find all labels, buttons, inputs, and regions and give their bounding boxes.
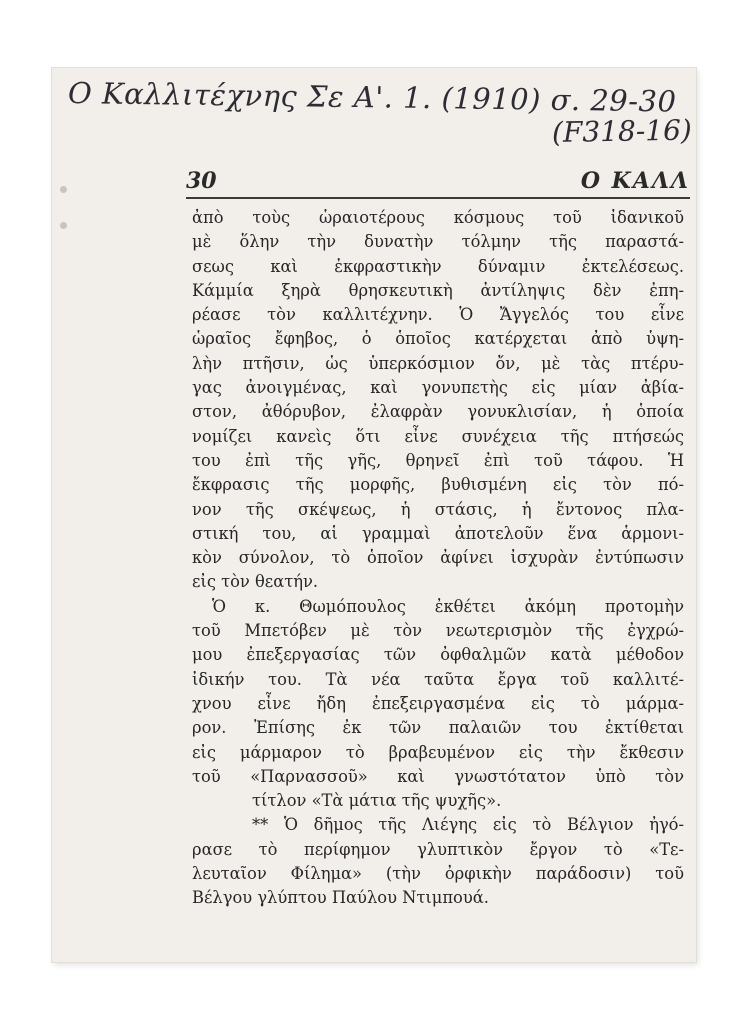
text-line: εἰς μάρμαρον τὸ βραβευμένον εἰς τὴν ἔκθεσιν — [192, 742, 684, 762]
page-header — [186, 168, 690, 192]
text-line: μου ἐπεξεργασίας τῶν ὀφθαλμῶν κατὰ μέθοδον — [192, 645, 684, 665]
page-number: 30 — [186, 168, 217, 194]
text-line: γας ἀνοιγμένας, καὶ γονυπετὴς εἰς μίαν ἀβία- — [192, 378, 684, 398]
text-line: ρον. Ἐπίσης ἐκ τῶν παλαιῶν του ἐκτίθεται — [192, 718, 684, 738]
text-line: Ὁ κ. Θωμόπουλος ἐκθέτει ἀκόμη προτομὴν — [212, 596, 684, 616]
article-body — [192, 206, 684, 911]
punch-hole — [60, 186, 67, 193]
text-line: ** Ὁ δῆμος τῆς Λιέγης εἰς τὸ Βέλγιον ἠγό- — [252, 815, 684, 835]
text-line: εἰς τὸν θεατήν. — [192, 572, 319, 592]
text-line: ρασε τὸ περίφημον γλυπτικὸν ἔργον τὸ «Τε- — [192, 839, 684, 859]
running-title: Ο ΚΑΛΛ — [580, 168, 690, 194]
text-line: Βέλγου γλύπτου Παύλου Ντιμπουά. — [192, 888, 489, 908]
text-line: του ἐπὶ τῆς γῆς, θρηνεῖ ἐπὶ τοῦ τάφου. Ἡ — [192, 450, 684, 470]
text-line: ρέασε τὸν καλλιτέχνην. Ὁ Ἄγγελός του εἶνε — [192, 305, 684, 325]
text-line: ἔκφρασις τῆς μορφῆς, βυθισμένη εἰς τὸν πό- — [192, 475, 684, 495]
text-line: νομίζει κανεὶς ὅτι εἶνε συνέχεια τῆς πτήσεώς — [192, 426, 684, 446]
text-line: στον, ἀθόρυβον, ἐλαφρὰν γονυκλισίαν, ἡ ὁποία — [192, 402, 684, 422]
text-line: Κάμμία ξηρὰ θρησκευτικὴ ἀντίληψις δὲν ἐπη- — [192, 280, 684, 300]
text-line: ὡραῖος ἔφηβος, ὁ ὁποῖος κατέρχεται ἀπὸ ὑψη- — [192, 329, 684, 349]
handwritten-reference-code: (F318-16) — [551, 113, 693, 149]
text-line: τοῦ «Παρνασσοῦ» καὶ γνωστότατον ὑπὸ τὸν — [192, 766, 684, 786]
header-rule — [186, 197, 690, 199]
text-line: τοῦ Μπετόβεν μὲ τὸν νεωτερισμὸν τῆς ἐγχρώ- — [192, 621, 684, 641]
text-line: λὴν πτῆσιν, ὡς ὑπερκόσμιον ὄν, μὲ τὰς πτέρυ- — [192, 353, 684, 373]
handwritten-source-note: Ο Καλλιτέχνης Σε Α'. 1. (1910) σ. 29-30 — [67, 76, 677, 119]
text-line: μὲ ὅλην τὴν δυνατὴν τόλμην τῆς παραστά- — [192, 232, 684, 252]
text-line: στική του, αἱ γραμμαὶ ἀποτελοῦν ἕνα ἁρμονι- — [192, 523, 684, 543]
text-line: κὸν σύνολον, τὸ ὁποῖον ἀφίνει ἰσχυρὰν ἐντύπωσιν — [192, 548, 684, 568]
text-line: ἀπὸ τοὺς ὡραιοτέρους κόσμους τοῦ ἰδανικοῦ — [192, 208, 684, 227]
punch-hole — [60, 222, 67, 229]
text-line: ἰδικήν του. Τὰ νέα ταῦτα ἔργα τοῦ καλλιτέ- — [192, 669, 684, 689]
text-line: σεως καὶ ἐκφραστικὴν δύναμιν ἐκτελέσεως. — [192, 256, 684, 276]
text-line: νον τῆς σκέψεως, ἡ στάσις, ἡ ἔντονος πλα- — [192, 499, 684, 519]
text-line: τίτλον «Τὰ μάτια τῆς ψυχῆς». — [252, 791, 502, 811]
text-line: λευταῖον Φίλημα» (τὴν ὀρφικὴν παράδοσιν) τοῦ — [192, 864, 684, 884]
text-line: χνου εἶνε ἤδη ἐπεξειργασμένα εἰς τὸ μάρμα- — [192, 693, 684, 713]
